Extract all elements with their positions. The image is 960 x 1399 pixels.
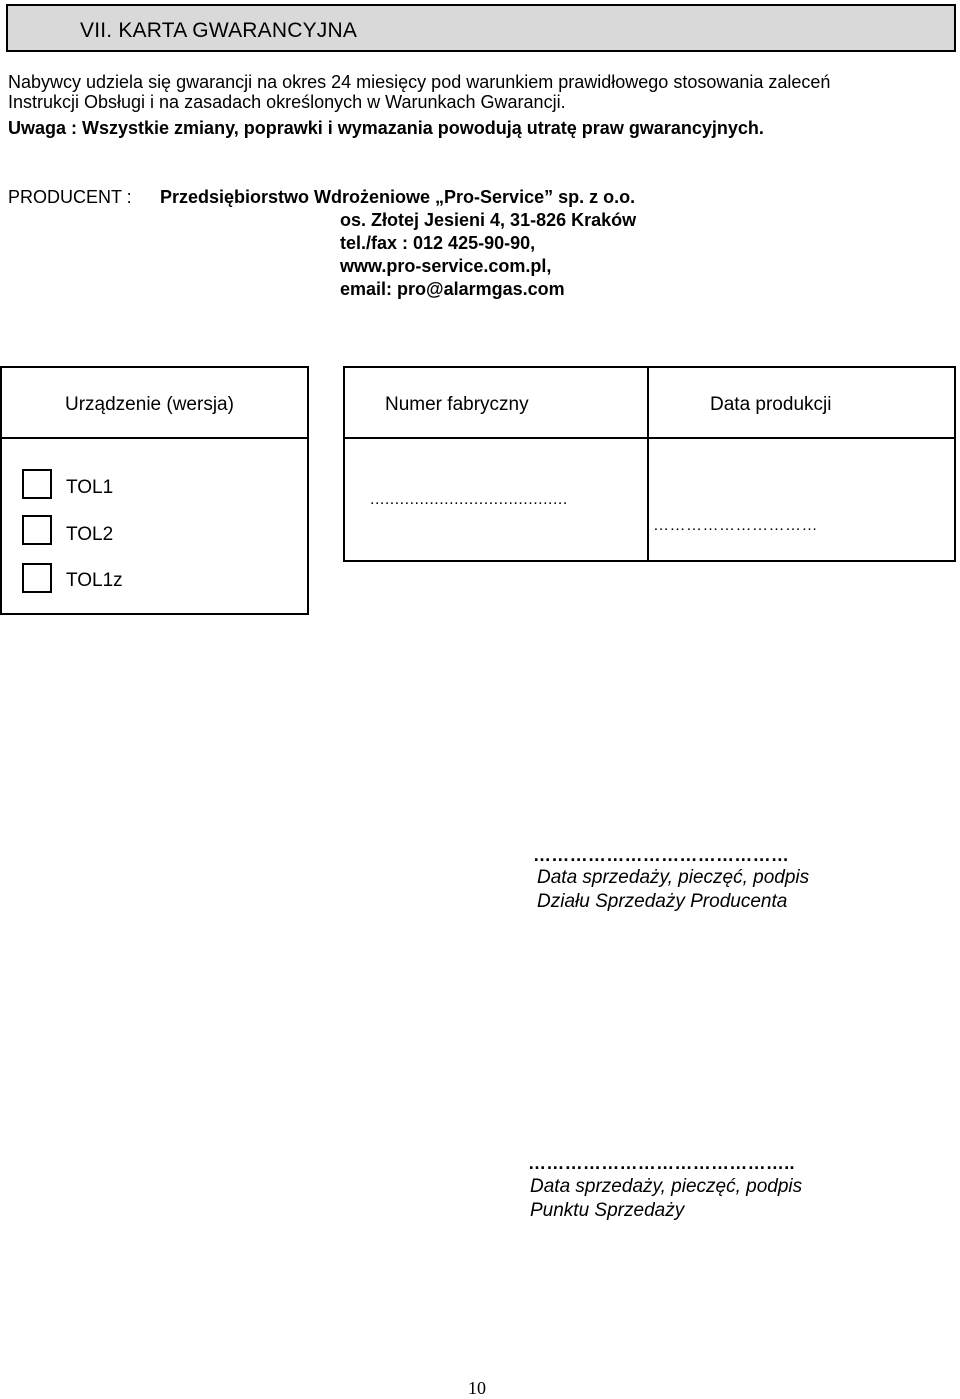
producer-phone: tel./fax : 012 425-90-90, — [340, 233, 536, 253]
signature-caption-2b: Punktu Sprzedaży — [530, 1200, 685, 1221]
intro-text — [8, 72, 948, 138]
signature-caption-2a: Data sprzedaży, pieczęć, podpis — [530, 1176, 803, 1197]
warning-text: Uwaga : Wszystkie zmiany, poprawki i wymazania powodują utratę praw gwarancyjnych. — [8, 118, 764, 138]
producer-web: www.pro-service.com.pl, — [340, 256, 552, 276]
title-bar — [6, 4, 956, 52]
header-serial: Numer fabryczny — [385, 394, 529, 415]
header-date: Data produkcji — [710, 394, 832, 415]
date-cell — [647, 437, 956, 562]
intro-line-2: Instrukcji Obsługi i na zasadach określonych w Warunkach Gwarancji. — [8, 92, 566, 112]
page-number: 10 — [468, 1378, 486, 1398]
checkbox-tol1[interactable] — [22, 469, 52, 499]
intro-line-1: Nabywcy udziela się gwarancji na okres 24 miesięcy pod warunkiem prawidłowego stosowania zaleceń — [8, 72, 831, 92]
serial-cell — [343, 437, 649, 562]
producer-address: os. Złotej Jesieni 4, 31-826 Kraków — [340, 210, 637, 230]
header-cell-device — [0, 366, 309, 439]
producer-name: Przedsiębiorstwo Wdrożeniowe „Pro-Service” sp. z o.o. — [160, 187, 636, 207]
checkbox-tol1z[interactable] — [22, 563, 52, 593]
signature-line-sales-dept[interactable]: …………………………………… — [533, 845, 790, 865]
device-cell — [0, 437, 309, 615]
signature-line-point-of-sale[interactable]: …………………………………….. — [528, 1153, 795, 1173]
signature-caption-1b: Działu Sprzedaży Producenta — [537, 891, 788, 912]
device-label-tol2: TOL2 — [66, 524, 114, 545]
producer-email: email: pro@alarmgas.com — [340, 279, 565, 299]
page-title: VII. KARTA GWARANCYJNA — [80, 19, 358, 42]
device-label-tol1: TOL1 — [66, 477, 114, 498]
checkbox-tol2[interactable] — [22, 515, 52, 545]
header-cell-date — [647, 366, 956, 439]
producer-label: PRODUCENT : — [8, 187, 132, 207]
header-device: Urządzenie (wersja) — [65, 394, 234, 415]
device-label-tol1z: TOL1z — [66, 570, 123, 591]
producer-block — [8, 186, 636, 301]
serial-placeholder[interactable]: ........................................ — [370, 491, 568, 508]
signature-caption-1a: Data sprzedaży, pieczęć, podpis — [537, 867, 810, 888]
date-placeholder[interactable]: ………………………… — [653, 517, 818, 534]
header-cell-serial — [343, 366, 649, 439]
